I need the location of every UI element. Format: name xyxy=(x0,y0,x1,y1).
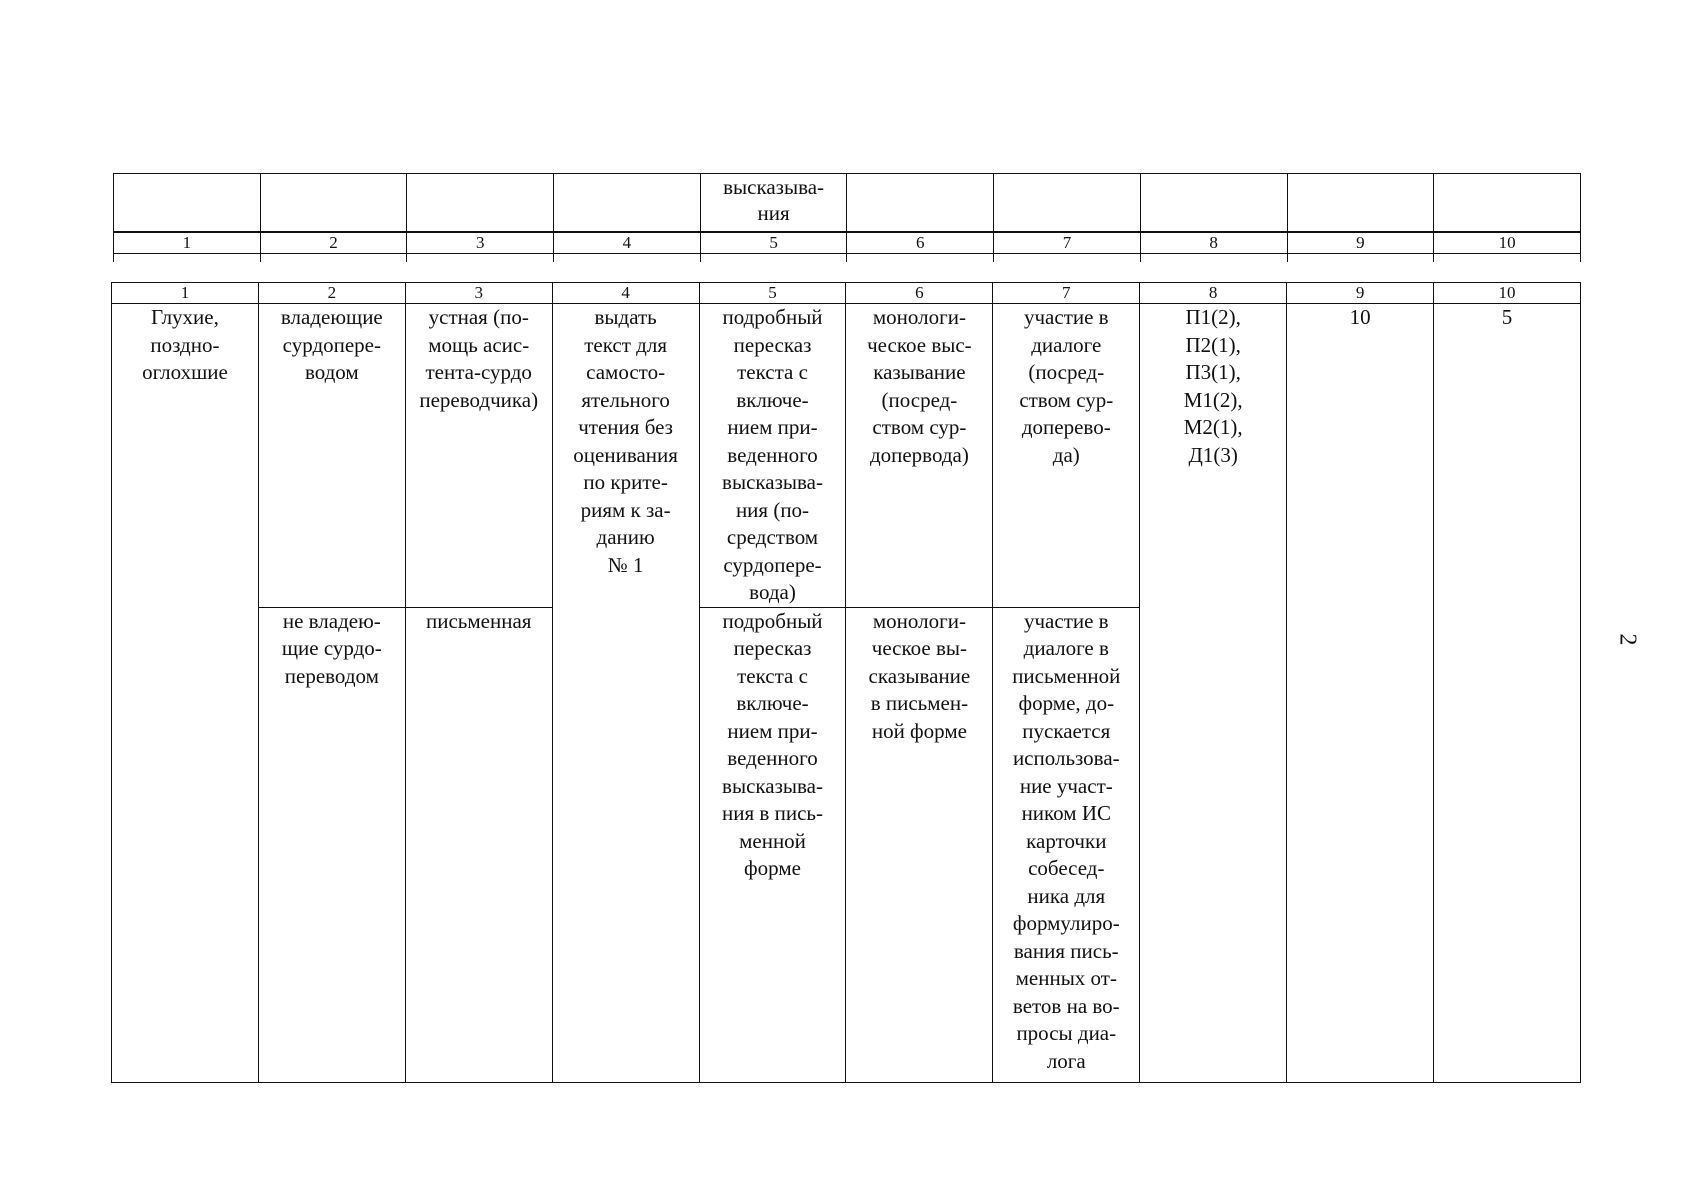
cell-translation-proficiency: не владею- щие сурдо- переводом xyxy=(258,607,405,1082)
column-number: 9 xyxy=(1287,283,1434,304)
fragment-cell-2 xyxy=(260,174,407,233)
fragment-cell-7 xyxy=(994,174,1141,233)
category-cell: Глухие, поздно- оглохшие xyxy=(112,304,259,1083)
fragment-cell-9 xyxy=(1287,174,1434,233)
cell-max-score: 10 xyxy=(1287,304,1434,1083)
column-number: 5 xyxy=(699,283,846,304)
column-number: 9 xyxy=(1287,232,1434,254)
column-number: 5 xyxy=(700,232,847,254)
column-number-row xyxy=(112,283,1581,304)
column-number: 1 xyxy=(112,283,259,304)
column-number: 3 xyxy=(407,232,554,254)
table-row xyxy=(112,304,1581,608)
column-number-row xyxy=(114,232,1581,254)
cell-task-2-conditions: подробный пересказ текста с включе- нием при- веденного высказыва- ния (по- средством сурдопере- вода) xyxy=(699,304,846,608)
fragment-cell-3 xyxy=(407,174,554,233)
cell-translation-proficiency: владеющие сурдопере- водом xyxy=(258,304,405,608)
fragment-cell-4 xyxy=(554,174,701,233)
cell-min-score: 5 xyxy=(1434,304,1581,1083)
column-number: 10 xyxy=(1434,283,1581,304)
cell-task-4-conditions: участие в диалоге (посред- ством сур- доперево- да) xyxy=(993,304,1140,608)
column-number: 6 xyxy=(847,232,994,254)
fragment-cell-8 xyxy=(1140,174,1287,233)
cell-criteria: П1(2), П2(1), П3(1), М1(2), М2(1), Д1(3) xyxy=(1140,304,1287,1083)
fragment-cell-10 xyxy=(1434,174,1581,233)
cell-task-4-conditions: участие в диалоге в письменной форме, до- пускается использова- ние участ- ником ИС карточки собесед- ника для формулиро- вания пись- менных от- ветов на во- просы диа- лога xyxy=(993,607,1140,1082)
column-number: 4 xyxy=(554,232,701,254)
page-number: 2 xyxy=(1614,633,1641,646)
exam-conditions-table xyxy=(111,282,1581,1083)
column-number: 3 xyxy=(405,283,552,304)
column-number: 4 xyxy=(552,283,699,304)
continued-table-fragment xyxy=(113,173,1581,262)
cell-task-3-conditions: монологи- ческое выс- казывание (посред- ством сур- допервода) xyxy=(846,304,993,608)
column-number: 7 xyxy=(994,232,1141,254)
column-number: 2 xyxy=(260,232,407,254)
fragment-cell-1 xyxy=(114,174,261,233)
column-number: 8 xyxy=(1140,283,1287,304)
cell-task-2-conditions: подробный пересказ текста с включе- нием при- веденного высказыва- ния в пись- менной форме xyxy=(699,607,846,1082)
fragment-cell-6 xyxy=(847,174,994,233)
column-number: 8 xyxy=(1140,232,1287,254)
column-number: 6 xyxy=(846,283,993,304)
cell-exam-form: письменная xyxy=(405,607,552,1082)
cell-task-3-conditions: монологи- ческое вы- сказывание в письмен- ной форме xyxy=(846,607,993,1082)
column-number: 7 xyxy=(993,283,1140,304)
column-number: 2 xyxy=(258,283,405,304)
cell-task-1-conditions: выдать текст для самосто- ятельного чтения без оценивания по крите- риям к за- данию № 1 xyxy=(552,304,699,1083)
cell-exam-form: устная (по- мощь асис- тента-сурдо переводчика) xyxy=(405,304,552,608)
column-number: 10 xyxy=(1434,232,1581,254)
column-number: 1 xyxy=(114,232,261,254)
fragment-cell-5: высказыва- ния xyxy=(700,174,847,233)
